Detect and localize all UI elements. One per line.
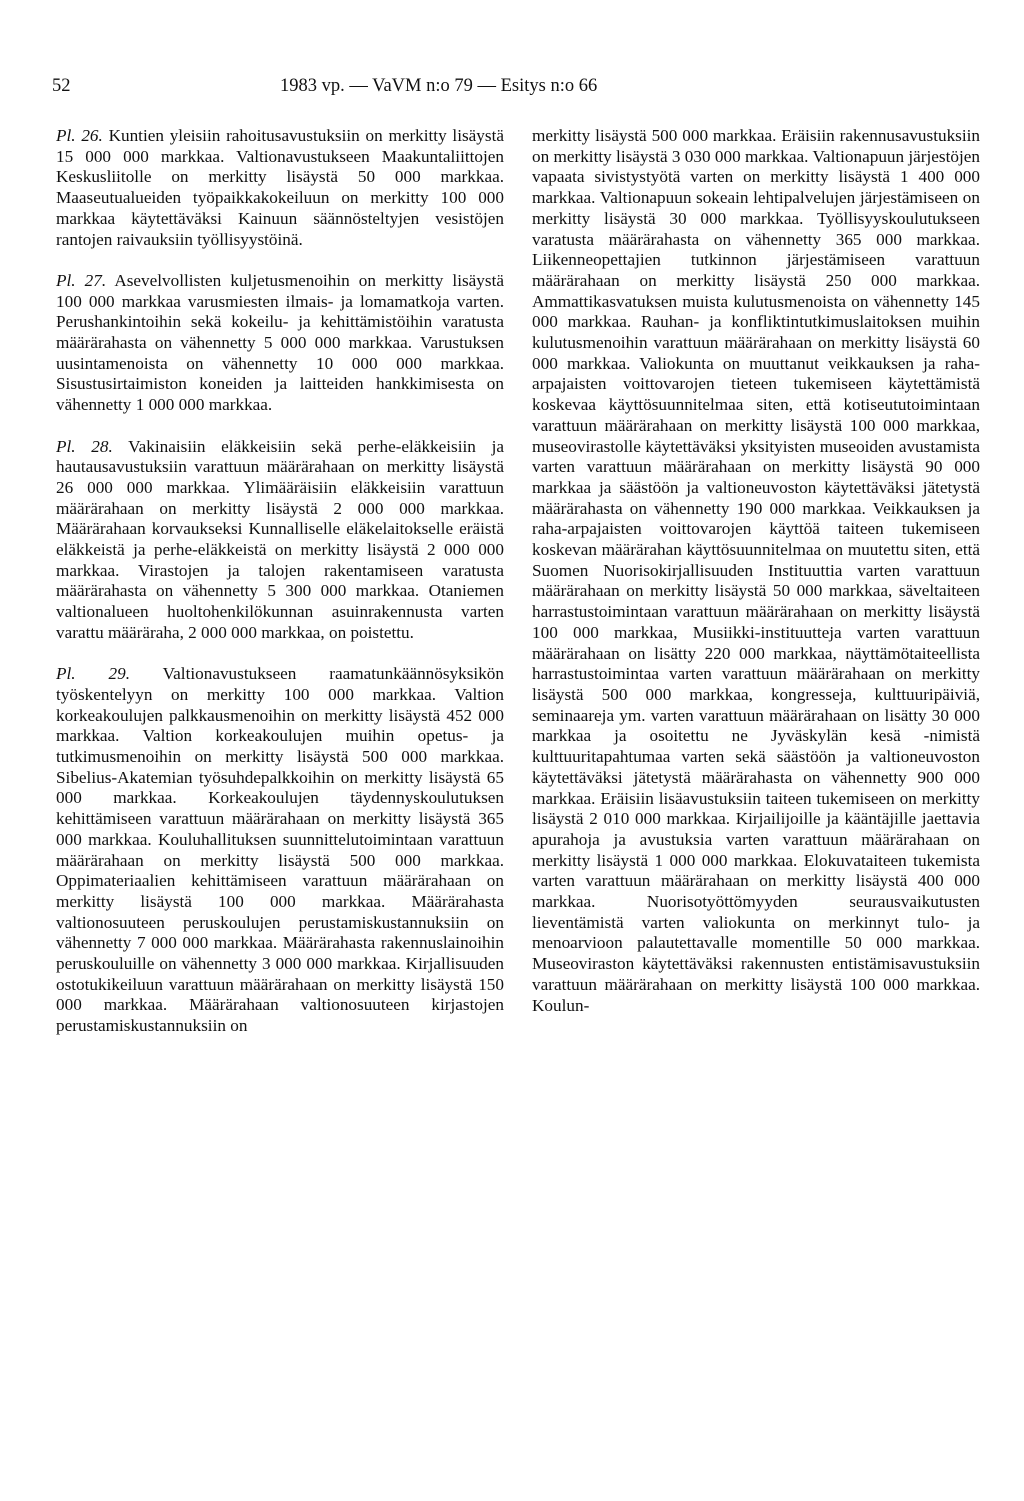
running-head: 1983 vp. — VaVM n:o 79 — Esitys n:o 66 [280, 76, 598, 96]
section-label: Pl. 28. [56, 436, 113, 456]
paragraph-pl-26 [56, 126, 504, 250]
paragraph-text: Vakinaisiin eläkkeisiin sekä perhe-eläkkeisiin ja hautausavustuksiin varattuun määrärahaan on merkitty lisäystä 26 000 000 markkaa. Ylimääräisiin eläkkeisiin varattuun määrärahaan on merkitty lisäystä 2 000 000 markkaa. Määrärahaan korvaukseksi Kunnalliselle eläkelaitokselle eräistä eläkkeistä ja perhe-eläkkeistä on merkitty lisäystä 2 000 000 markkaa. Virastojen ja talojen rakentamiseen varatusta määrärahasta on vähennetty 5 300 000 markkaa. Otaniemen valtionalueen huoltohenkilökunnan asuinrakennusta varten varattu määräraha, 2 000 000 markkaa, on poistettu. [56, 436, 504, 642]
paragraph-text: Valtionavustukseen raamatunkäännösyksikön työskentelyyn on merkitty 100 000 markkaa. Valtion korkeakoulujen palkkausmenoihin on merkitty lisäystä 452 000 markkaa. Valtion korkeakoulujen muihin opetus- ja tutkimusmenoihin on merkitty lisäystä 500 000 markkaa. Sibelius-Akatemian työsuhdepalkkoihin on merkitty lisäystä 65 000 markkaa. Korkeakoulujen täydennyskoulutuksen kehittämiseen varattuun määrärahaan on merkitty lisäystä 365 000 markkaa. Kouluhallituksen suunnittelutoimintaan varattuun määrärahaan on merkitty lisäystä 500 000 markkaa. Oppimateriaalien kehittämiseen varattuun määrärahaan on merkitty lisäystä 100 000 markkaa. Määrärahasta valtionosuuteen peruskoulujen perustamiskustannuksiin on vähennetty 7 000 000 markkaa. Määrärahasta rakennuslainoihin peruskouluille on vähennetty 3 000 000 markkaa. Kirjallisuuden ostotukikeiluun varattuun määrärahaan on merkitty lisäystä 150 000 markkaa. Määrärahaan valtionosuuteen kirjastojen perustamiskustannuksiin on [56, 664, 504, 1036]
paragraph-text: Asevelvollisten kuljetusmenoihin on merkitty lisäystä 100 000 markkaa varusmiesten ilmais- ja lomamatkoja varten. Perushankintoihin sekä kokeilu- ja kehittämistöihin varatusta määrärahasta on vähennetty 5 000 000 markkaa. Varustuksen uusintamenoista on vähennetty 10 000 000 markkaa. Sisustusirtaimiston koneiden ja laitteiden hankkimisesta on vähennetty 1 000 000 markkaa. [56, 270, 504, 415]
paragraph-pl-29 [56, 664, 504, 1037]
paragraph-text: Kuntien yleisiin rahoitusavustuksiin on merkitty lisäystä 15 000 000 markkaa. Valtionavustukseen Maakuntaliittojen Keskusliitolle on merkitty lisäystä 50 000 markkaa. Maaseutualueiden työpaikkakokeiluun on merkitty 100 000 markkaa käytettäväksi Kainuun säännösteltyjen vesistöjen rantojen raivauksiin työllisyystöinä. [56, 126, 504, 249]
paragraph-pl-28 [56, 437, 504, 644]
page-number: 52 [52, 76, 71, 96]
paragraph-continuation [532, 126, 980, 1016]
section-label: Pl. 27. [56, 270, 107, 290]
right-column [532, 126, 980, 1016]
left-column [56, 126, 504, 1037]
paragraph-pl-27 [56, 271, 504, 416]
section-label: Pl. 29. [56, 664, 131, 684]
page-header [52, 76, 972, 102]
section-label: Pl. 26. [56, 126, 103, 145]
paragraph-text: merkitty lisäystä 500 000 markkaa. Eräisiin rakennusavustuksiin on merkitty lisäystä 3 030 000 markkaa. Valtionapuun järjestöjen vapaata sivistystyötä varten on merkitty lisäystä 1 400 000 markkaa. Valtionapuun sokeain lehtipalvelujen järjestämiseen on merkitty lisäystä 30 000 markkaa. Työllisyyskoulutukseen varatusta määrärahasta on vähennetty 365 000 markkaa. Liikenneopettajien tutkinnon järjestämiseen varattuun määrärahaan on merkitty lisäystä 250 000 markkaa. Ammattikasvatuksen muista kulutusmenoista on vähennetty 145 000 markkaa. Rauhan- ja konfliktintutkimuslaitoksen muihin kulutusmenoihin varattuun määrärahaan on merkitty lisäystä 60 000 markkaa. Valiokunta on muuttanut veikkauksen ja raha-arpajaisten voittovarojen tieteen tukemiseen käytettämistä koskevaa käyttösuunnitelmaa siten, että kotiseututoimintaan varattuun määrärahaan on merkitty lisäystä 100 000 markkaa, museovirastolle käytettäväksi yksityisten museoiden avustamista varten varattuun määrärahaan on merkitty lisäystä 90 000 markkaa ja säästöön ja valtioneuvoston käytettäväksi jätetystä määrärahasta on vähennetty 190 000 markkaa. Veikkauksen ja raha-arpajaisten voittovarojen käyttöä taiteen tukemiseen koskevan määrärahan käyttösuunnitelmaa on muutettu siten, että Suomen Nuorisokirjallisuuden Instituuttia varten varattuun määrärahaan on merkitty lisäystä 50 000 markkaa, säveltaiteen harrastustoimintaan varattuun määrärahaan on merkitty lisäystä 100 000 markkaa, Musiikki-instituutteja varten varattuun määrärahaan on lisätty 220 000 markkaa, näyttämötaiteellista harrastustoimintaa varten varattuun määrärahaan on merkitty lisäystä 500 000 markkaa, kongresseja, kulttuuripäiviä, seminaareja ym. varten varattuun määrärahaan on lisätty 30 000 markkaa ja osoitettu ne Jyväskylän kesä -nimistä kulttuuritapahtumaa varten sekä säästöön ja valtioneuvoston käytettäväksi jätetystä määrärahasta on vähennetty 900 000 markkaa. Eräisiin lisäavustuksiin taiteen tukemiseen on merkitty lisäystä 2 010 000 markkaa. Kirjailijoille ja kääntäjille jaettavia apurahoja ja avustuksia varten varattuun määrärahaan on merkitty lisäystä 1 000 000 markkaa. Elokuvataiteen tukemista varten varattuun määrärahaan on merkitty lisäystä 400 000 markkaa. Nuorisotyöttömyyden seurausvaikutusten lieventämistä varten valiokunta on merkinnyt tulo- ja menoarvioon palautettavalle momentille 50 000 markkaa. Museoviraston käytettäväksi rakennusten entistämisavustuksiin varattuun määrärahaan on merkitty lisäystä 100 000 markkaa. Koulun- [532, 126, 980, 1015]
